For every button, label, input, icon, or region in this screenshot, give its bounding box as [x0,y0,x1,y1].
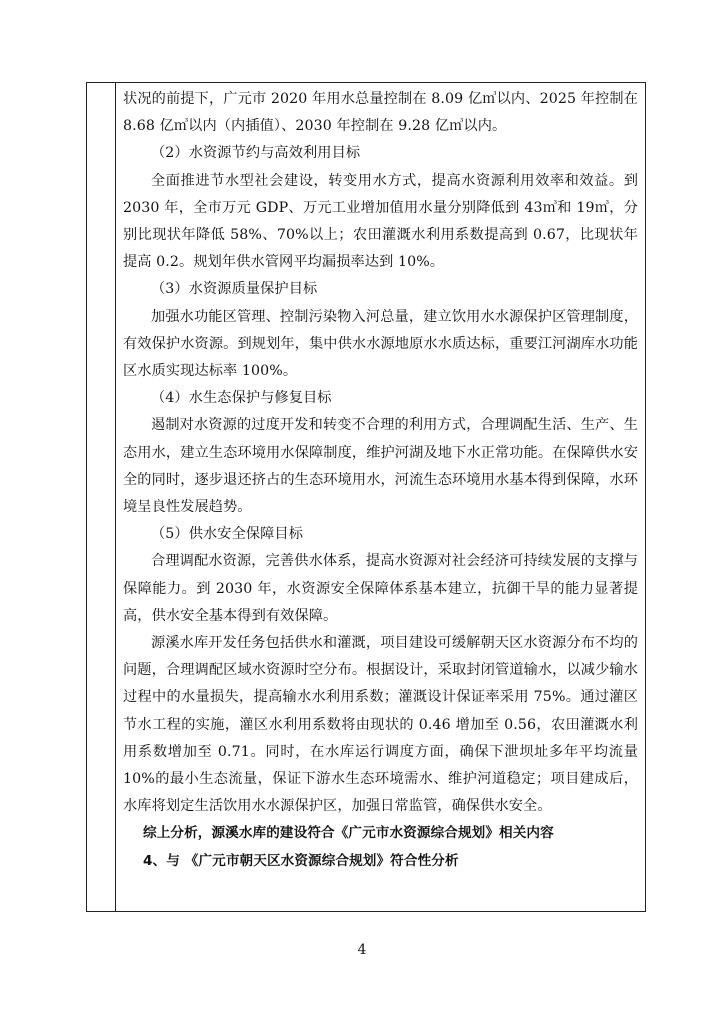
section-subheading: （3）水资源质量保护目标 [151,281,318,298]
body-paragraph: 遏制对水资源的过度开发和转变不合理的利用方式，合理调配生活、生产、生态用水，建立生态环境用水保障制度，维护河湖及地下水正常功能。在保障供水安全的同时，逐步退还挤占的生态环境用水，河流生态环境用水基本得到保障，水环境呈良性发展趋势。 [123,417,638,516]
table-content-cell [123,86,638,875]
bold-conclusion: 综上分析，源溪水库的建设符合《广元市水资源综合规划》相关内容 [143,825,554,842]
page-number: 4 [357,942,367,958]
section-subheading: （2）水资源节约与高效利用目标 [151,145,361,162]
body-paragraph: 合理调配水资源，完善供水体系，提高水资源对社会经济可持续发展的支撑与保障能力。到 2030 年，水资源安全保障体系基本建立，抗御干旱的能力显著提高，供水安全基本得到有效保障。 [123,553,638,624]
table-left-column [87,83,116,911]
body-paragraph: 全面推进节水型社会建设，转变用水方式，提高水资源利用效率和效益。到 2030 年，全市万元 GDP、万元工业增加值用水量分别降低到 43㎥和 19㎥，分别比现状年降低 58%、70%以上；农田灌溉水利用系数提高到 0.67，比现状年提高 0.2。规划年供水管网平均漏损率达到 10%。 [123,172,638,271]
body-paragraph: 状况的前提下，广元市 2020 年用水总量控制在 8.09 亿㎥以内、2025 年控制在 8.68 亿㎥以内（内插值）、2030 年控制在 9.28 亿㎥以内。 [123,91,638,135]
bold-conclusion: 4、与 《广元市朝天区水资源综合规划》符合性分析 [143,852,459,869]
section-subheading: （4）水生态保护与修复目标 [151,390,332,407]
document-table [86,82,646,912]
body-paragraph: 加强水功能区管理、控制污染物入河总量，建立饮用水水源保护区管理制度，有效保护水资源。到规划年，集中供水水源地原水水质达标，重要江河湖库水功能区水质实现达标率 100%。 [123,308,638,380]
section-subheading: （5）供水安全保障目标 [151,526,304,543]
body-paragraph: 源溪水库开发任务包括供水和灌溉，项目建设可缓解朝天区水资源分布不均的问题，合理调配区域水资源时空分布。根据设计，采取封闭管道输水，以减少输水过程中的水量损失，提高输水水利用系数；灌溉设计保证率采用 75%。通过灌区节水工程的实施，灌区水利用系数将由现状的 0.46 增加至 0.56，农田灌溉水利用系数增加至 0.71。同时，在水库运行调度方面，确保下泄坝址多年平均流量 10%的最小生态流量，保证下游水生态环境需水、维护河道稳定；项目建成后，水库将划定生活饮用水水源保护区，加强日常监管，确保供水安全。 [123,635,638,815]
